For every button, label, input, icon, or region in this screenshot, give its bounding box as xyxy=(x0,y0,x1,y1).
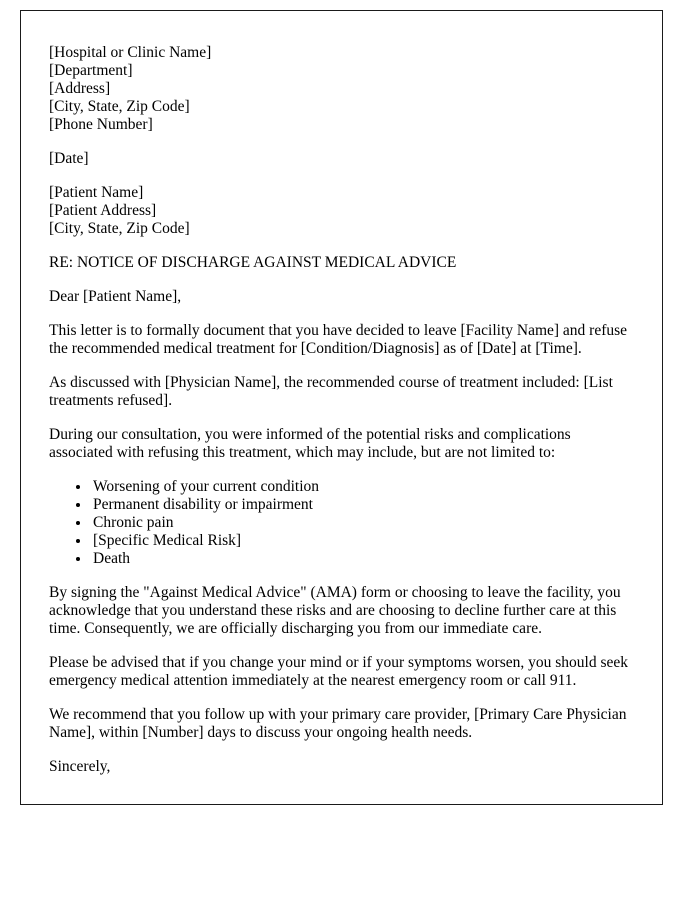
closing-signoff: Sincerely, xyxy=(49,758,111,775)
risk-list xyxy=(49,478,636,568)
recipient-line: [Patient Address] xyxy=(49,202,157,219)
recipient-line: [Patient Name] xyxy=(49,184,144,201)
risk-list-item: • Chronic pain xyxy=(91,514,636,532)
sender-line: [City, State, Zip Code] xyxy=(49,98,190,115)
paragraph-risks-intro: During our consultation, you were informed of the potential risks and complications associated with refusing this treatment, which may include, but are not limited to: xyxy=(49,426,571,461)
date-block xyxy=(49,150,636,168)
subject-line: RE: NOTICE OF DISCHARGE AGAINST MEDICAL ADVICE xyxy=(49,254,457,271)
salutation: Dear [Patient Name], xyxy=(49,288,182,305)
paragraph-leave-statement: This letter is to formally document that you have decided to leave [Facility Name] and refuse the recommended medical treatment for [Condition/Diagnosis] as of [Date] at [Time]. xyxy=(49,322,628,357)
paragraph-treatment-discussed: As discussed with [Physician Name], the recommended course of treatment included: [List treatments refused]. xyxy=(49,374,613,409)
paragraph-followup-recommendation: We recommend that you follow up with your primary care provider, [Primary Care Physician Name], within [Number] days to discuss your ongoing health needs. xyxy=(49,706,627,741)
letter-page xyxy=(20,10,663,805)
recipient-block xyxy=(49,184,636,238)
sender-line: [Hospital or Clinic Name] xyxy=(49,44,212,61)
risk-list-item: • Death xyxy=(91,550,636,568)
sender-line: [Phone Number] xyxy=(49,116,153,133)
risk-list-item: • Permanent disability or impairment xyxy=(91,496,636,514)
risk-list-item: • [Specific Medical Risk] xyxy=(91,532,636,550)
recipient-line: [City, State, Zip Code] xyxy=(49,220,190,237)
paragraph-ama-acknowledgement: By signing the "Against Medical Advice" (AMA) form or choosing to leave the facility, you acknowledge that you understand these risks and are choosing to decline further care at this time. Consequently, we are officially discharging you from our immediate care. xyxy=(49,584,621,637)
sender-line: [Address] xyxy=(49,80,111,97)
sender-line: [Department] xyxy=(49,62,133,79)
paragraph-emergency-advice: Please be advised that if you change your mind or if your symptoms worsen, you should seek emergency medical attention immediately at the nearest emergency room or call 911. xyxy=(49,654,628,689)
risk-list-item: • Worsening of your current condition xyxy=(91,478,636,496)
date-line: [Date] xyxy=(49,150,89,167)
sender-block xyxy=(49,44,636,134)
